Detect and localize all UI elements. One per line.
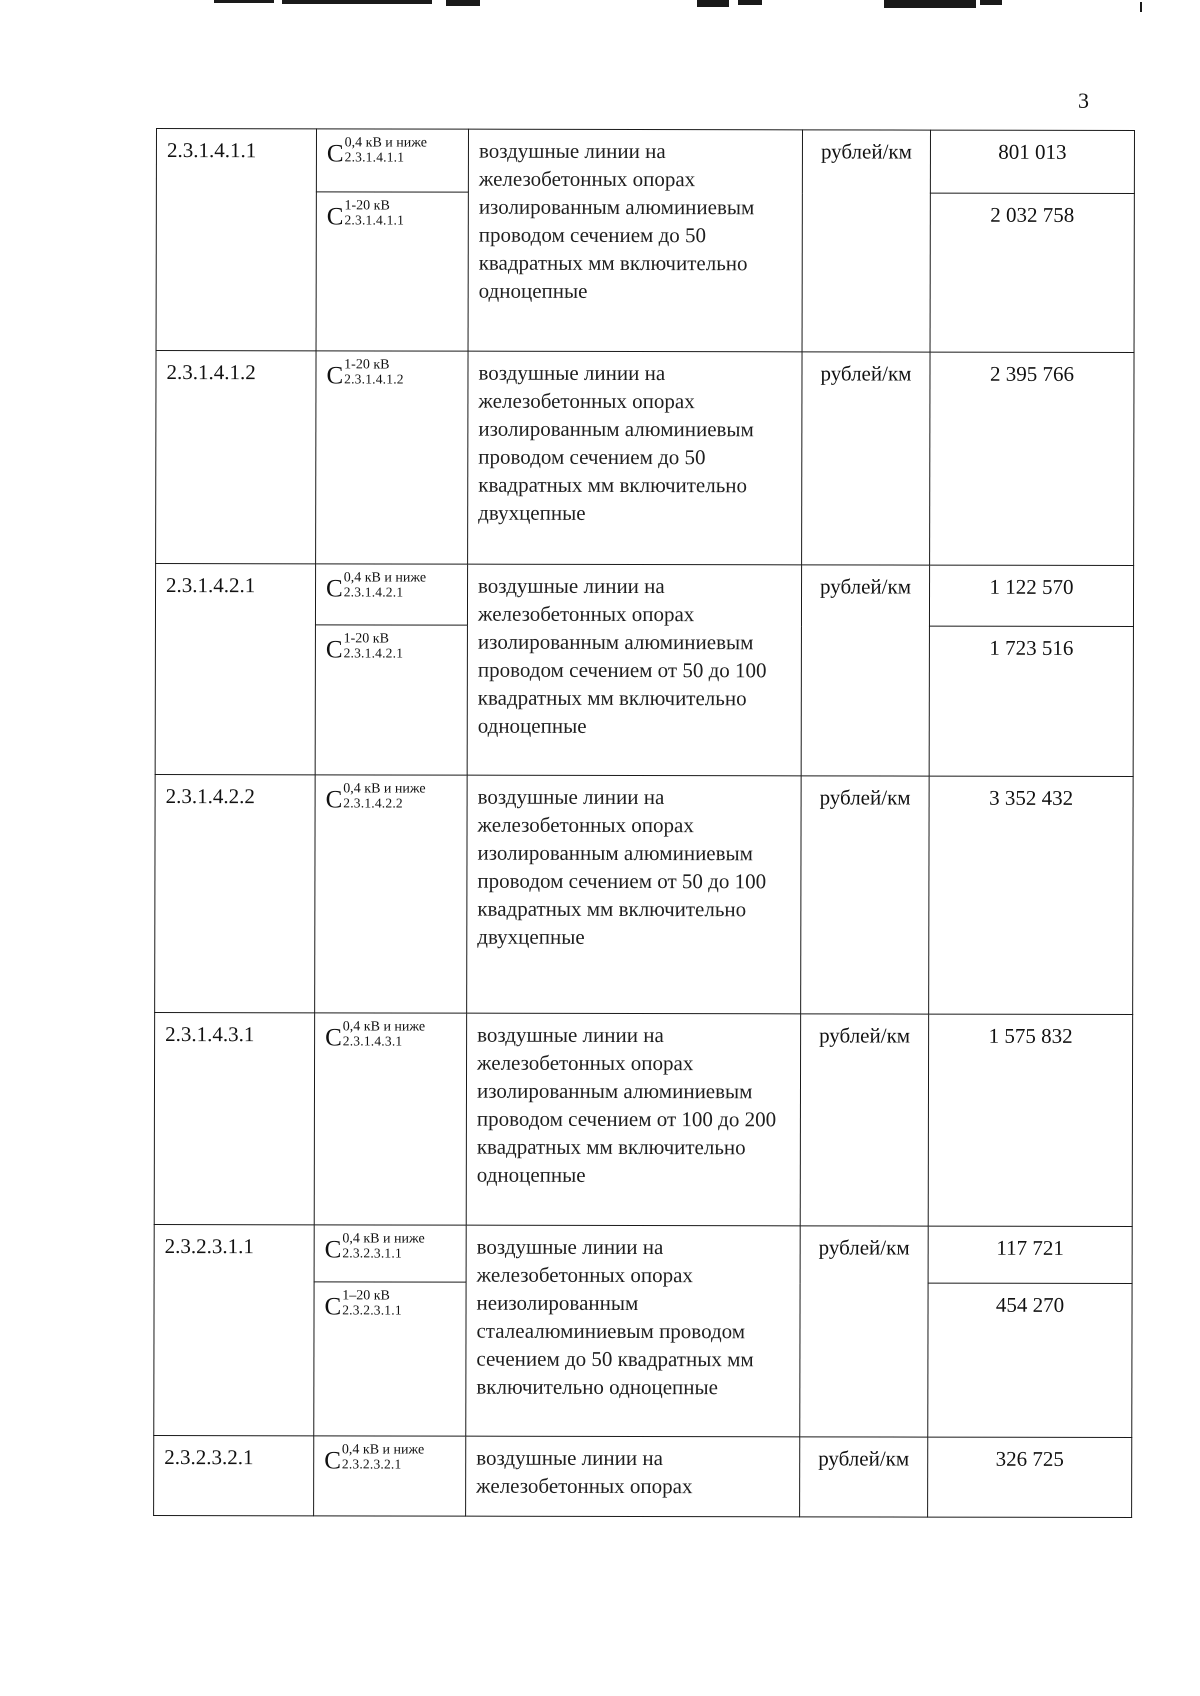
index-subscript: 2.3.1.4.1.1	[344, 149, 405, 165]
rate-symbol-cell	[316, 192, 468, 351]
voltage-superscript: 0,4 кВ и ниже	[343, 570, 427, 586]
voltage-superscript: 0,4 кВ и ниже	[342, 1019, 426, 1035]
table-row	[155, 564, 1133, 627]
row-description: воздушные линии на железобетонных опорах изолированным алюминиевым проводом сечением от 100 до 200 квадратных мм включительно одноцепные	[466, 1013, 800, 1226]
rate-symbol	[326, 632, 403, 664]
row-unit: рублей/км	[802, 130, 930, 352]
rate-symbol-scripts	[344, 571, 426, 599]
rate-symbol	[325, 1232, 425, 1264]
rate-value: 3 352 432	[929, 776, 1133, 1014]
rate-symbol-scripts	[344, 199, 404, 227]
rate-symbol-letter: C	[324, 1293, 342, 1321]
row-description: воздушные линии на железобетонных опорах	[466, 1436, 800, 1517]
row-unit: рублей/км	[801, 776, 929, 1014]
rate-symbol	[327, 136, 427, 168]
row-description: воздушные линии на железобетонных опорах изолированным алюминиевым проводом сечением до 50 квадратных мм включительно двухцепные	[468, 351, 802, 565]
index-subscript: 2.3.2.3.1.1	[342, 1302, 402, 1318]
tariff-table	[153, 128, 1135, 1518]
rate-symbol-scripts	[344, 632, 404, 660]
rate-symbol-cell	[314, 1436, 466, 1516]
row-unit: рублей/км	[801, 565, 929, 776]
row-description: воздушные линии на железобетонных опорах изолированным алюминиевым проводом сечением от 50 до 100 квадратных мм включительно двухцепные	[467, 775, 801, 1014]
tariff-body	[154, 129, 1135, 1518]
index-subscript: 2.3.1.4.1.2	[344, 371, 404, 387]
rate-symbol-cell	[316, 351, 468, 564]
row-unit: рублей/км	[802, 352, 930, 565]
rate-symbol-cell	[315, 775, 467, 1013]
rate-symbol-scripts	[345, 136, 427, 164]
row-code: 2.3.1.4.1.2	[156, 351, 316, 564]
voltage-superscript: 1-20 кВ	[344, 198, 390, 214]
rate-value: 2 032 758	[930, 193, 1134, 352]
rate-symbol-letter: C	[324, 1236, 342, 1264]
rate-value: 1 122 570	[929, 565, 1133, 626]
voltage-superscript: 0,4 кВ и ниже	[344, 135, 428, 151]
rate-symbol-cell	[315, 564, 467, 625]
row-code: 2.3.1.4.1.1	[156, 129, 316, 351]
rate-value: 454 270	[928, 1283, 1132, 1437]
rate-symbol-cell	[314, 1225, 466, 1282]
index-subscript: 2.3.2.3.2.1	[341, 1456, 402, 1472]
voltage-superscript: 0,4 кВ и ниже	[342, 1231, 425, 1247]
rate-symbol-letter: C	[326, 203, 344, 231]
index-subscript: 2.3.1.4.2.2	[343, 795, 403, 811]
table-row	[154, 1435, 1132, 1517]
rate-value: 1 723 516	[929, 626, 1133, 776]
rate-symbol	[325, 1020, 425, 1052]
table-row	[154, 1224, 1132, 1283]
rate-symbol-scripts	[344, 358, 404, 386]
row-code: 2.3.2.3.2.1	[154, 1435, 314, 1515]
rate-symbol-letter: C	[325, 636, 343, 664]
row-unit: рублей/км	[800, 1014, 928, 1226]
row-description: воздушные линии на железобетонных опорах изолированным алюминиевым проводом сечением от 50 до 100 квадратных мм включительно одноцепные	[467, 564, 801, 776]
rate-symbol-cell	[314, 1282, 466, 1436]
row-description: воздушные линии на железобетонных опорах изолированным алюминиевым проводом сечением до 50 квадратных мм включительно одноцепные	[468, 129, 802, 352]
index-subscript: 2.3.2.3.1.1	[342, 1245, 402, 1261]
index-subscript: 2.3.1.4.2.1	[343, 584, 404, 600]
voltage-superscript: 0,4 кВ и ниже	[343, 781, 426, 797]
rate-value: 117 721	[928, 1226, 1132, 1283]
rate-symbol-letter: C	[326, 575, 343, 603]
voltage-superscript: 1–20 кВ	[342, 1288, 390, 1304]
voltage-superscript: 1-20 кВ	[344, 357, 390, 373]
page-number: 3	[1078, 88, 1089, 113]
table-row	[154, 1012, 1132, 1226]
row-code: 2.3.2.3.1.1	[154, 1224, 314, 1435]
rate-value: 326 725	[928, 1437, 1132, 1517]
index-subscript: 2.3.1.4.3.1	[342, 1033, 403, 1049]
rate-value: 801 013	[930, 130, 1134, 193]
rate-symbol-scripts	[343, 782, 425, 810]
rate-symbol-letter: C	[326, 362, 344, 390]
voltage-superscript: 1-20 кВ	[343, 631, 389, 647]
index-subscript: 2.3.1.4.1.1	[344, 212, 405, 228]
rate-symbol-scripts	[342, 1289, 402, 1317]
index-subscript: 2.3.1.4.2.1	[343, 645, 404, 661]
rate-symbol-letter: C	[325, 1024, 342, 1052]
rate-symbol-cell	[316, 129, 468, 192]
rate-symbol	[324, 1443, 424, 1475]
rate-symbol-letter: C	[325, 786, 343, 814]
rate-symbol-scripts	[342, 1443, 424, 1471]
rate-symbol	[326, 782, 426, 814]
rate-symbol-scripts	[343, 1020, 425, 1048]
rate-symbol-letter: C	[324, 1447, 341, 1475]
row-code: 2.3.1.4.2.1	[155, 564, 315, 775]
table-row	[155, 774, 1133, 1014]
row-description: воздушные линии на железобетонных опорах неизолированным сталеалюминиевым проводом сечением до 50 квадратных мм включительно одноцепные	[466, 1225, 800, 1437]
row-code: 2.3.1.4.3.1	[154, 1012, 314, 1224]
rate-symbol	[326, 571, 426, 603]
row-unit: рублей/км	[800, 1437, 928, 1517]
rate-value: 1 575 832	[928, 1014, 1132, 1226]
rate-symbol-cell	[314, 1013, 466, 1225]
rate-symbol-letter: C	[326, 140, 344, 168]
table-row	[156, 351, 1134, 566]
rate-symbol-scripts	[342, 1232, 424, 1260]
row-unit: рублей/км	[800, 1226, 928, 1437]
scan-artifacts	[0, 0, 1200, 20]
rate-symbol	[325, 1289, 402, 1321]
rate-symbol	[327, 199, 404, 231]
rate-value: 2 395 766	[930, 352, 1134, 565]
rate-symbol	[326, 358, 403, 390]
rate-symbol-cell	[315, 625, 467, 775]
table-row	[156, 129, 1134, 194]
voltage-superscript: 0,4 кВ и ниже	[341, 1442, 425, 1458]
row-code: 2.3.1.4.2.2	[155, 774, 315, 1012]
